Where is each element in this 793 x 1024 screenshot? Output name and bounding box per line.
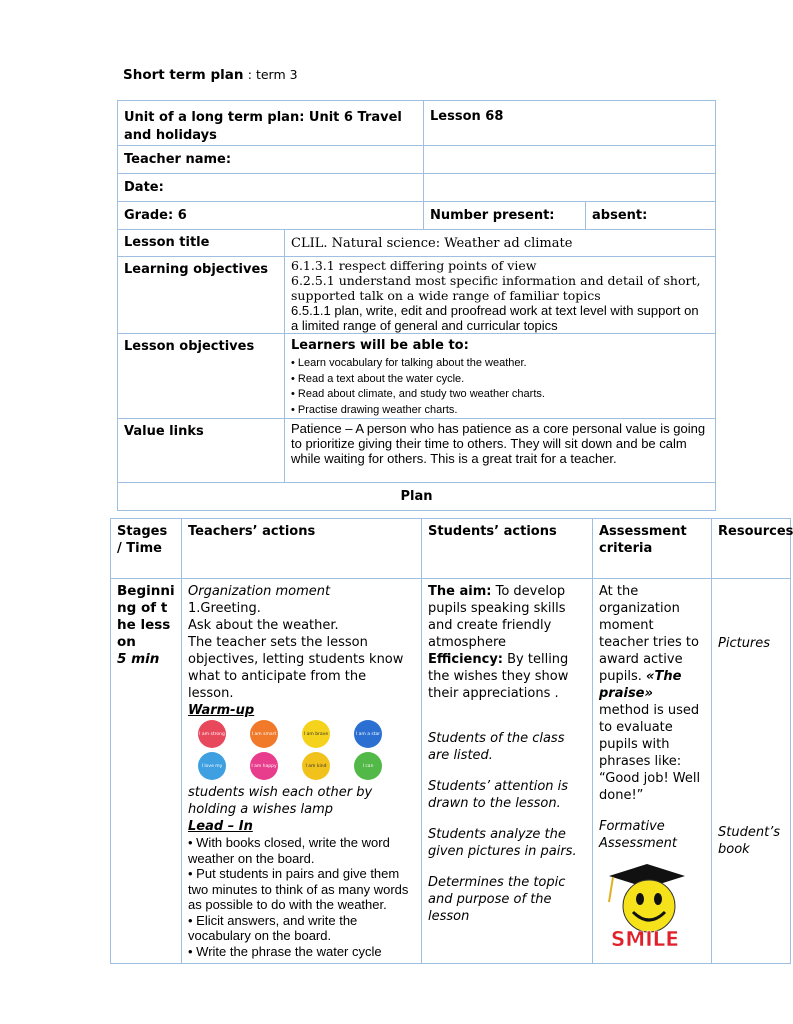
learning-objective: 6.1.3.1 respect differing points of view bbox=[291, 258, 537, 273]
absent-cell: absent: bbox=[586, 202, 716, 230]
learning-objectives-label-cell: Learning objectives bbox=[118, 257, 285, 334]
lesson-title-label-cell: Lesson title bbox=[118, 230, 285, 257]
students-actions-cell: The aim: To develop pupils speaking skills and create friendly atmosphere Efficiency: By telling the wishes they show their appreciations . Students of the class are listed. Students’ attention is drawn to the lesson. Students analyze the given pictures in pairs. Determines the topic and purpose of the lesson bbox=[422, 579, 593, 964]
page-title: Short term plan : term 3 bbox=[123, 67, 298, 83]
assessment-cell: At the organization moment teacher tries to award active pupils. «The praise» method is used to evaluate pupils with phrases like: “Good job! Well done!” Formative Assessment SMILE bbox=[593, 579, 712, 964]
header-resources: Resources bbox=[712, 519, 791, 579]
lamp-text: I am brave bbox=[303, 732, 329, 737]
learning-objectives-cell bbox=[285, 257, 716, 334]
lesson-objectives-cell: Learners will be able to: • Learn vocabulary for talking about the weather. • Read a text about the water cycle. • Read about climate, and study two weather charts. • Practise drawing weather charts. bbox=[285, 334, 716, 419]
header-students-actions: Students’ actions bbox=[422, 519, 593, 579]
unit-cell: Unit of a long term plan: Unit 6 Travel and holidays bbox=[118, 101, 424, 146]
lamp-text: I can bbox=[362, 764, 374, 769]
smile-text: SMILE bbox=[610, 927, 680, 951]
number-present-cell: Number present: bbox=[424, 202, 586, 230]
header-assessment: Assessment criteria bbox=[593, 519, 712, 579]
header-stages: Stages / Time bbox=[111, 519, 182, 579]
lamp-text: I am kind bbox=[305, 764, 327, 769]
lead-in-step: • With books closed, write the word weather on the board. bbox=[188, 835, 390, 866]
lamp-row-top bbox=[198, 720, 382, 748]
lesson-objective: • Practise drawing weather charts. bbox=[291, 403, 458, 416]
teacher-name-cell: Teacher name: bbox=[118, 146, 424, 174]
lesson-objectives-label-cell: Lesson objectives bbox=[118, 334, 285, 419]
date-value bbox=[424, 174, 716, 202]
smile-graduate-image bbox=[599, 862, 689, 954]
lesson-objective: • Read about climate, and study two weather charts. bbox=[291, 388, 545, 400]
grade-cell: Grade: 6 bbox=[118, 202, 424, 230]
resources-cell: Pictures Student’s book bbox=[712, 579, 791, 964]
lamp-row-bottom bbox=[198, 752, 382, 780]
plan-header-table bbox=[117, 100, 716, 511]
lesson-objective: • Learn vocabulary for talking about the weather. bbox=[291, 357, 527, 369]
lamp-text: I am strong bbox=[199, 732, 225, 737]
learning-objective: 6.5.1.1 plan, write, edit and proofread work at text level with support on a limited range of general and curricular topics bbox=[291, 303, 699, 333]
stage-cell: Beginning of the lesson 5 min bbox=[111, 579, 182, 964]
plan-row: Plan bbox=[118, 483, 716, 511]
value-links-label-cell: Value links bbox=[118, 419, 285, 483]
lamp-text: I am smart bbox=[251, 732, 277, 737]
lesson-title-value-cell: CLIL. Natural science: Weather ad climate bbox=[285, 230, 716, 257]
lamp-text: I love my bbox=[201, 764, 223, 769]
date-cell: Date: bbox=[118, 174, 424, 202]
lesson-cell: Lesson 68 bbox=[424, 101, 716, 146]
teacher-name-value bbox=[424, 146, 716, 174]
header-teachers-actions: Teachers’ actions bbox=[182, 519, 422, 579]
value-links-cell: Patience – A person who has patience as a core personal value is going to prioritize giving their time to others. They will sit down and be calm while waiting for others. This is a great trait for a teacher. bbox=[285, 419, 716, 483]
lamp-text: I am a star bbox=[355, 732, 381, 737]
smiley-face-icon bbox=[623, 880, 675, 932]
lead-in-step: • Elicit answers, and write the vocabulary on the board. bbox=[188, 912, 358, 943]
lesson-objective: • Read a text about the water cycle. bbox=[291, 372, 465, 385]
wishes-lamps-image bbox=[188, 720, 398, 784]
lead-in-step: • Put students in pairs and give them two minutes to think of as many words as possible to do with the weather. bbox=[188, 866, 409, 912]
teacher-actions-cell: Organization moment 1.Greeting. Ask about the weather. The teacher sets the lesson objectives, letting students know what to anticipate from the lesson. Warm-up I am strong I am smart I am brave I am a star I love my I am happy I am kind I can students wish each other by holding a wishes lamp Lead – In • With books closed, write the word weather on the board. • Put students in pairs and give them two minutes to think of as many words as possible to do with the weather. • Elicit answers, and write the vocabulary on the board. • Write the phrase the water cycle bbox=[182, 579, 422, 964]
learning-objective: 6.2.5.1 understand most specific information and detail of short, supported talk on a wide range of familiar topics bbox=[291, 273, 701, 303]
lamp-text: I am happy bbox=[251, 764, 277, 769]
stages-table bbox=[110, 518, 791, 964]
lead-in-step: • Write the phrase the water cycle bbox=[188, 943, 382, 959]
